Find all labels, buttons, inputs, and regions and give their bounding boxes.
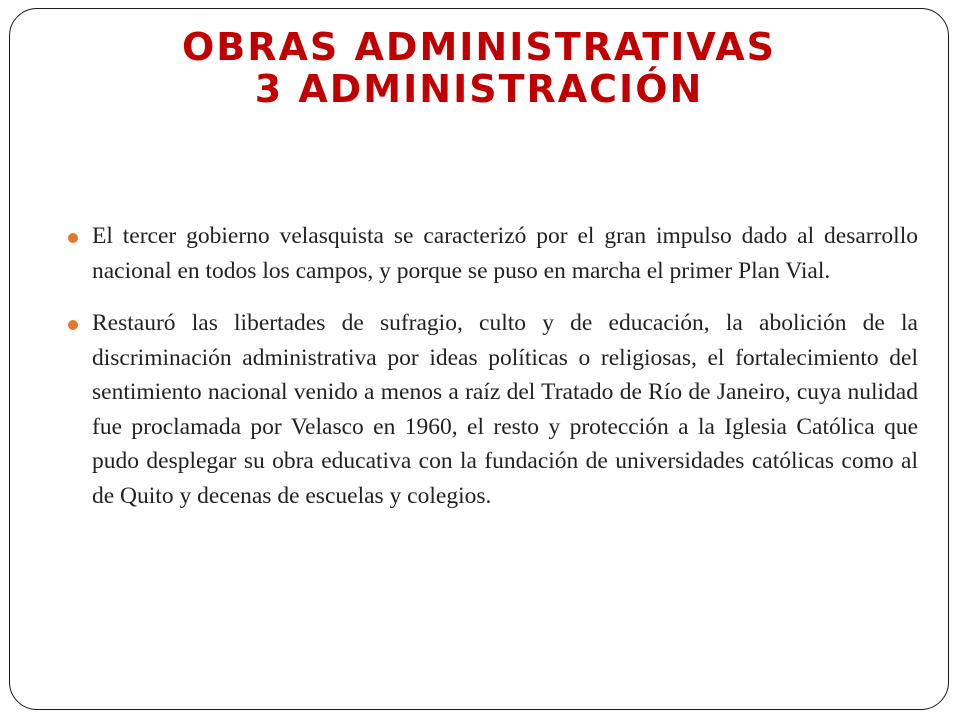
slide-title [10,27,948,111]
slide-frame [9,8,949,710]
bullet-item-1 [68,219,918,288]
bullet-dot-icon [68,320,78,330]
bullet-dot-icon [68,233,78,243]
bullet-list [68,219,918,531]
bullet-text-2: Restauró las libertades de sufragio, culto y de educación, la abolición de la discriminación administrativa por ideas políticas o religiosas, el fortalecimiento del sentimiento nacional venido a menos a raíz del Tratado de Río de Janeiro, cuya nulidad fue proclamada por Velasco en 1960, el resto y protección a la Iglesia Católica que pudo desplegar su obra educativa con la fundación de universidades católicas como al de Quito y decenas de escuelas y colegios. [92,310,918,509]
title-line-1: OBRAS ADMINISTRATIVAS [181,25,777,69]
bullet-item-2 [68,306,918,513]
bullet-text-1: El tercer gobierno velasquista se caracterizó por el gran impulso dado al desarrollo nacional en todos los campos, y porque se puso en marcha el primer Plan Vial. [92,223,918,284]
title-line-2: 3 ADMINISTRACIÓN [254,66,704,111]
